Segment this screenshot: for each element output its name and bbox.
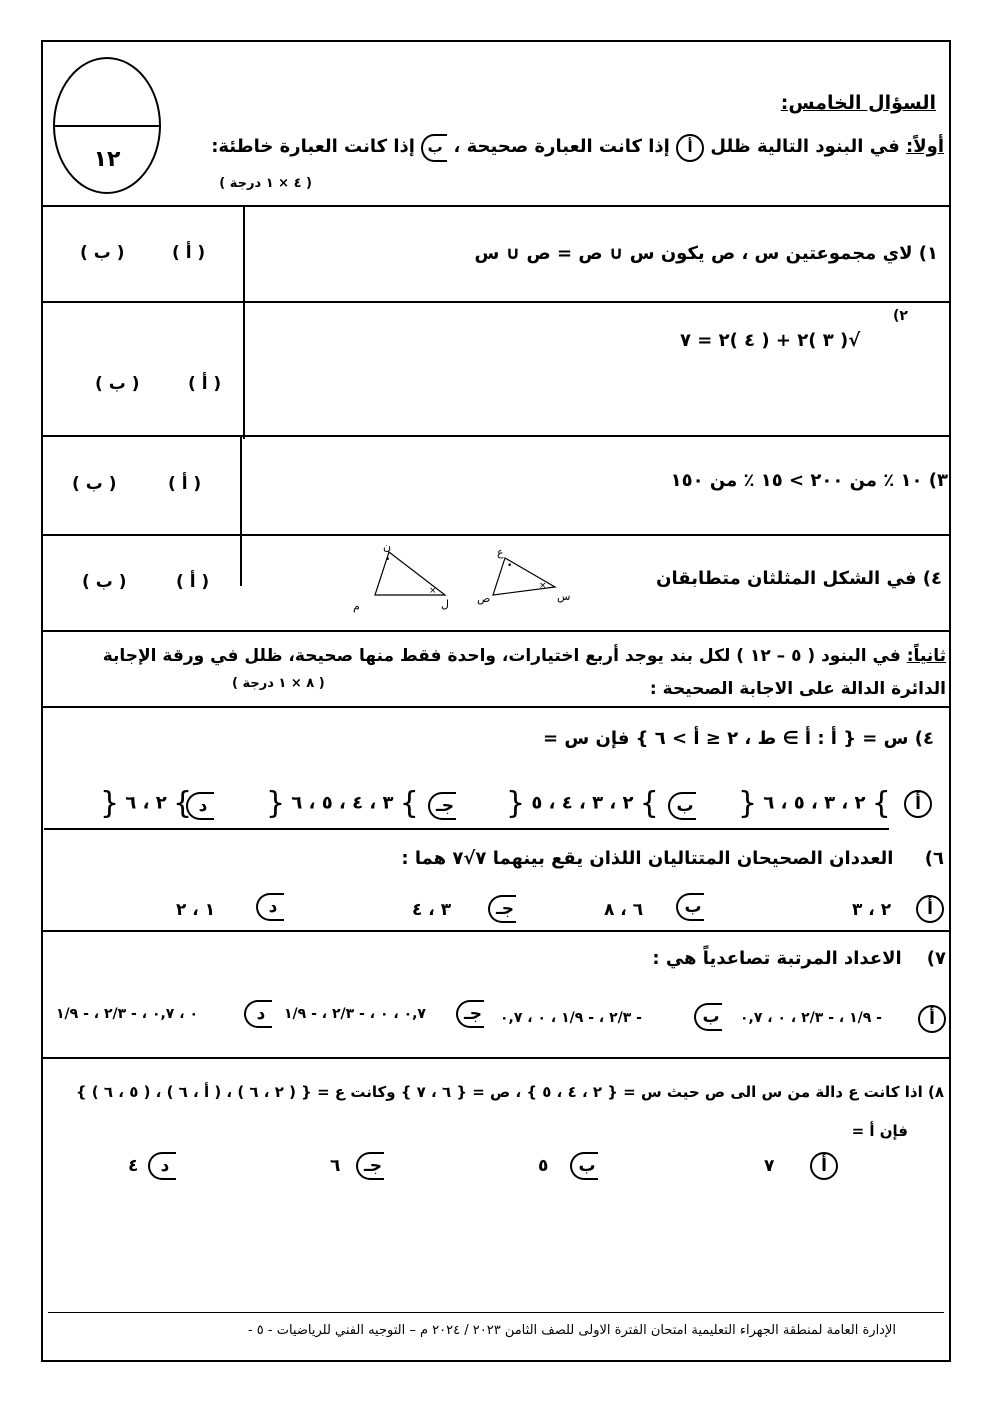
tf-option-b[interactable]: ( ب ) (72, 474, 117, 494)
tf-option-a[interactable]: ( أ ) (168, 474, 202, 494)
tf-item-text: ١٠ ٪ من ٢٠٠ > ١٥ ٪ من ١٥٠ (670, 470, 923, 491)
vertex-label: م (353, 600, 360, 613)
part2-instructions (103, 646, 946, 666)
q8-option-b-value: ٥ (538, 1156, 549, 1176)
tf-option-a[interactable]: ( أ ) (188, 374, 222, 394)
divider-line (41, 706, 951, 708)
option-value: ٢ ، ٣ ، ٤ ، ٥ (531, 792, 634, 814)
q5-option-a-bubble[interactable]: أ (904, 790, 932, 818)
q5-option-d-value: } ٢ ، ٦ { (100, 786, 193, 821)
total-score: ١٢ (93, 147, 121, 172)
q6-option-b-value: ٦ ، ٨ (604, 900, 644, 920)
divider-line (41, 1057, 951, 1059)
q6-stem: العددان الصحيحان المتتاليان اللذان يقع بينهما ٧√٧ هما : (401, 848, 894, 869)
option-value: ٢ ، ٣ ، ٥ ، ٦ (763, 792, 866, 814)
part2-text: في البنود ( ٥ – ١٢ ) لكل بند يوجد أربع اختيارات، واحدة فقط منها صحيحة، ظلل في ورقة الإجابة (102, 646, 901, 666)
divider-line (41, 930, 951, 932)
q6-number: ٦) (924, 848, 944, 869)
q5-option-b-value: } ٢ ، ٣ ، ٤ ، ٥ { (506, 786, 659, 821)
part1-marks: ( ٤ × ١ درجة ) (219, 176, 312, 191)
q7-number: ٧) (926, 948, 946, 969)
column-divider (240, 436, 242, 586)
vertex-label: ن (383, 540, 392, 553)
q6-option-b-bubble[interactable]: ب (676, 893, 704, 921)
q8-question (76, 1083, 944, 1101)
tf-option-b[interactable]: ( ب ) (82, 572, 127, 592)
q8-number: ٨) (927, 1083, 944, 1101)
q5-stem: ٤) س = { أ : أ ∋ ط ، ٢ ≤ أ > ٦ } فإن س = (543, 728, 934, 749)
q7-option-c-bubble[interactable]: جـ (456, 1000, 484, 1028)
part2-label: ثانياً: (906, 646, 946, 666)
score-divider (55, 125, 159, 127)
part1-label: أولاً: (906, 136, 944, 157)
part1-end: إذا كانت العبارة خاطئة: (211, 136, 415, 157)
q8-option-c-value: ٦ (330, 1156, 341, 1176)
q8-option-d-bubble[interactable]: د (148, 1152, 176, 1180)
q7-question (652, 948, 946, 969)
part1-text: في البنود التالية ظلل (710, 136, 900, 157)
q8-stem: اذا كانت ع دالة من س الى ص حيث س = { ٢ ، ٤ ، ٥ } ، ص = { ٦ ، ٧ } وكانت ع = { ( ٢ ، ٦ ) ، ( أ ، ٦ ) ، ( ٥ ، ٦ ) } (75, 1083, 923, 1101)
q6-option-c-bubble[interactable]: جـ (488, 895, 516, 923)
option-value: ٣ ، ٤ ، ٥ ، ٦ (291, 792, 394, 814)
tf-item-number: ٤) (922, 568, 942, 589)
footer-divider (48, 1312, 944, 1313)
q7-option-a-bubble[interactable]: أ (918, 1005, 946, 1033)
q8-option-a-bubble[interactable]: أ (810, 1152, 838, 1180)
q8-option-d-value: ٤ (128, 1156, 139, 1176)
tf-item-4 (656, 568, 942, 589)
tf-option-b[interactable]: ( ب ) (80, 243, 125, 263)
q6-option-a-value: ٢ ، ٣ (852, 900, 892, 920)
q5-option-c-bubble[interactable]: جـ (428, 792, 456, 820)
tf-item-text: في الشكل المثلثان متطابقان (656, 568, 917, 589)
divider-line (41, 435, 951, 437)
vertex-label: ع (497, 546, 504, 559)
q7-option-d-bubble[interactable]: د (244, 1000, 272, 1028)
tf-item-1 (475, 243, 938, 264)
q8-option-c-bubble[interactable]: جـ (356, 1152, 384, 1180)
divider-line (41, 205, 951, 207)
part1-mid: إذا كانت العبارة صحيحة ، (453, 136, 670, 157)
tf-item-number: ١) (918, 243, 938, 264)
tf-item-2-number: ٢) (893, 308, 908, 324)
q6-option-c-value: ٣ ، ٤ (412, 900, 452, 920)
tf-item-3 (671, 470, 948, 491)
tf-item-number: ٣) (928, 470, 948, 491)
triangles-figure (345, 540, 575, 615)
q7-option-a-value: - ١/٩ ، - ٢/٣ ، ٠ ، ٠,٧ (740, 1010, 882, 1026)
q6-option-d-value: ١ ، ٢ (176, 900, 216, 920)
correct-letter-circle: أ (676, 134, 704, 162)
q8-option-b-bubble[interactable]: ب (570, 1152, 598, 1180)
part1-instructions (211, 134, 944, 162)
q5-option-a-value: } ٢ ، ٣ ، ٥ ، ٦ { (738, 786, 891, 821)
svg-text:•: • (385, 555, 391, 565)
tf-option-a[interactable]: ( أ ) (176, 572, 210, 592)
divider-line (44, 828, 889, 830)
q5-option-d-bubble[interactable]: د (186, 792, 214, 820)
part2-marks: ( ٨ × ١ درجة ) (232, 676, 325, 691)
question-title: السؤال الخامس: (780, 92, 936, 114)
wrong-letter-circle: ب (421, 134, 447, 162)
q5-option-b-bubble[interactable]: ب (668, 792, 696, 820)
column-divider (243, 205, 245, 439)
q8-option-a-value: ٧ (764, 1156, 775, 1176)
vertex-label: ص (477, 592, 491, 605)
tf-item-text: √( ٣ )٢ + ( ٤ )٢ = ٧ (680, 330, 861, 351)
q8-stem2: فإن أ = (851, 1122, 908, 1140)
score-oval (53, 57, 161, 194)
part2-text2: الدائرة الدالة على الاجابة الصحيحة : (649, 679, 946, 699)
divider-line (41, 630, 951, 632)
footer-text: الإدارة العامة لمنطقة الجهراء التعليمية امتحان الفترة الاولى للصف الثامن ٢٠٢٣ / ٢٠٢٤ م – التوجيه الفني للرياضيات - ٥ - (247, 1323, 896, 1338)
vertex-label: ل (441, 598, 449, 611)
svg-text:×: × (429, 586, 437, 596)
q7-option-d-value: ٠ ، ٠,٧ ، - ٢/٣ ، - ١/٩ (56, 1006, 198, 1022)
q7-option-b-value: - ٢/٣ ، - ١/٩ ، ٠ ، ٠,٧ (500, 1010, 642, 1026)
q7-option-b-bubble[interactable]: ب (694, 1003, 722, 1031)
divider-line (41, 301, 951, 303)
q7-option-c-value: ٠,٧ ، ٠ ، - ٢/٣ ، - ١/٩ (284, 1006, 426, 1022)
tf-item-2 (680, 330, 860, 351)
tf-option-a[interactable]: ( أ ) (172, 243, 206, 263)
svg-text:×: × (539, 581, 547, 591)
tf-item-text: لاي مجموعتين س ، ص يكون س ∪ ص = ص ∪ س (474, 243, 913, 264)
q5-option-c-value: } ٣ ، ٤ ، ٥ ، ٦ { (266, 786, 419, 821)
svg-text:•: • (507, 561, 513, 571)
q6-option-d-bubble[interactable]: د (256, 893, 284, 921)
option-value: ٢ ، ٦ (125, 792, 167, 814)
divider-line (41, 534, 951, 536)
tf-option-b[interactable]: ( ب ) (95, 374, 140, 394)
vertex-label: س (557, 590, 571, 603)
q6-question (401, 848, 944, 869)
q6-option-a-bubble[interactable]: أ (916, 895, 944, 923)
q7-stem: الاعداد المرتبة تصاعدياً هي : (652, 948, 902, 969)
